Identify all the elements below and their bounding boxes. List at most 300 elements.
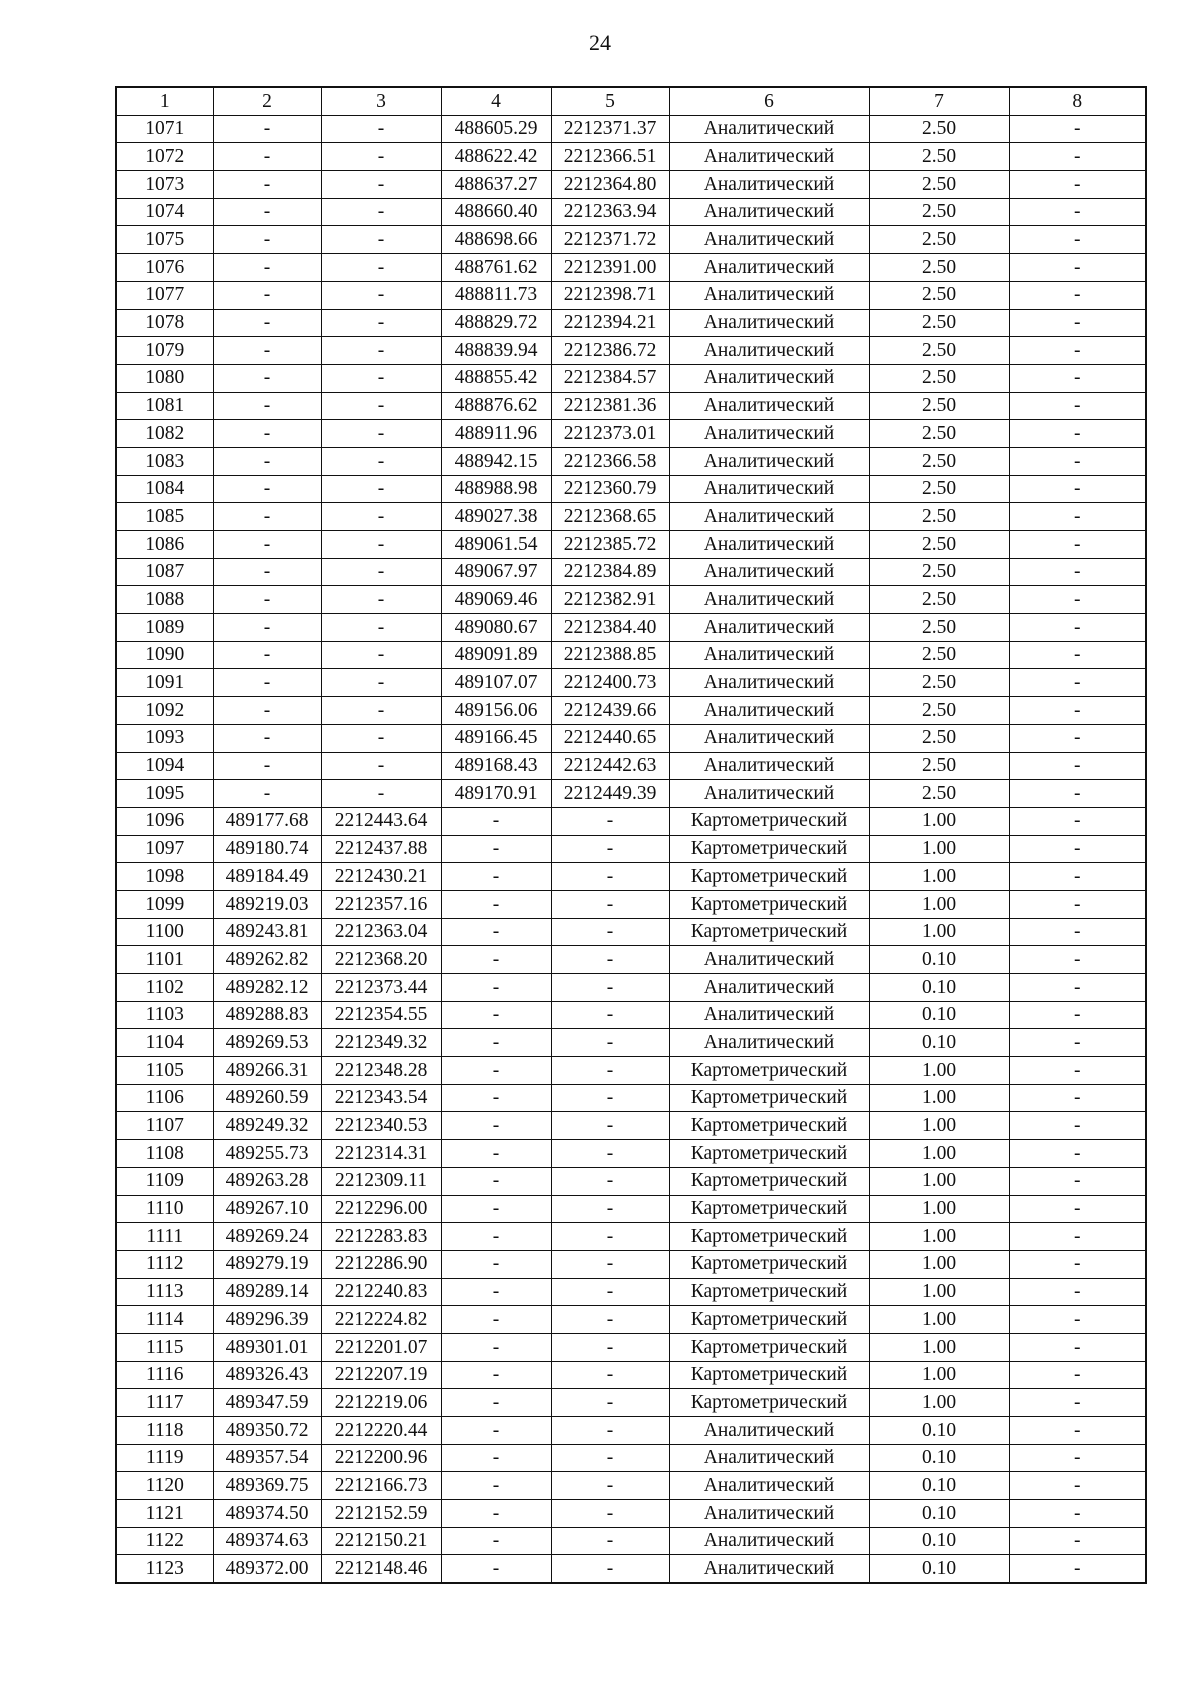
- table-cell: -: [551, 807, 669, 835]
- table-row: [116, 918, 1146, 946]
- table-cell: 2.50: [869, 614, 1009, 642]
- table-cell: 0.10: [869, 1444, 1009, 1472]
- table-cell: -: [1009, 1001, 1146, 1029]
- table-cell: 1099: [116, 890, 213, 918]
- table-cell: -: [1009, 946, 1146, 974]
- table-cell: 488911.96: [441, 420, 551, 448]
- table-cell: 2212384.57: [551, 364, 669, 392]
- page-number: 24: [589, 30, 611, 55]
- table-cell: -: [1009, 1223, 1146, 1251]
- table-cell: 2.50: [869, 697, 1009, 725]
- table-cell: -: [1009, 586, 1146, 614]
- table-cell: 1.00: [869, 1140, 1009, 1168]
- table-cell: Картометрический: [669, 1250, 869, 1278]
- table-cell: 489266.31: [213, 1057, 321, 1085]
- table-cell: -: [1009, 309, 1146, 337]
- table-cell: 2212371.37: [551, 115, 669, 143]
- table-cell: 488605.29: [441, 115, 551, 143]
- table-cell: 2.50: [869, 281, 1009, 309]
- table-cell: 2212357.16: [321, 890, 441, 918]
- table-cell: -: [1009, 780, 1146, 808]
- table-cell: Аналитический: [669, 697, 869, 725]
- table-cell: Аналитический: [669, 447, 869, 475]
- table-cell: 2212283.83: [321, 1223, 441, 1251]
- table-cell: -: [1009, 1250, 1146, 1278]
- table-cell: 0.10: [869, 1417, 1009, 1445]
- table-cell: Картометрический: [669, 863, 869, 891]
- table-cell: -: [441, 974, 551, 1002]
- table-cell: -: [1009, 364, 1146, 392]
- table-row: [116, 1250, 1146, 1278]
- table-cell: 2212286.90: [321, 1250, 441, 1278]
- table-cell: -: [213, 558, 321, 586]
- table-cell: 2.50: [869, 143, 1009, 171]
- table-cell: 1104: [116, 1029, 213, 1057]
- table-cell: 489219.03: [213, 890, 321, 918]
- table-cell: 2212381.36: [551, 392, 669, 420]
- table-cell: -: [321, 254, 441, 282]
- column-header-5: 5: [551, 87, 669, 115]
- table-cell: -: [1009, 171, 1146, 199]
- table-cell: Аналитический: [669, 1555, 869, 1583]
- table-cell: -: [441, 1527, 551, 1555]
- table-cell: -: [1009, 475, 1146, 503]
- column-header-7: 7: [869, 87, 1009, 115]
- table-cell: 2212201.07: [321, 1333, 441, 1361]
- table-cell: -: [441, 1195, 551, 1223]
- table-cell: -: [551, 1500, 669, 1528]
- table-row: [116, 586, 1146, 614]
- table-cell: Картометрический: [669, 1112, 869, 1140]
- table-cell: 2212368.20: [321, 946, 441, 974]
- table-cell: -: [213, 198, 321, 226]
- table-cell: Картометрический: [669, 1361, 869, 1389]
- table-cell: -: [441, 1029, 551, 1057]
- table-cell: 1078: [116, 309, 213, 337]
- table-row: [116, 697, 1146, 725]
- table-cell: Аналитический: [669, 1029, 869, 1057]
- table-cell: 488637.27: [441, 171, 551, 199]
- table-cell: 2.50: [869, 586, 1009, 614]
- table-cell: 2.50: [869, 447, 1009, 475]
- table-cell: -: [1009, 752, 1146, 780]
- table-row: [116, 1417, 1146, 1445]
- table-cell: -: [551, 1472, 669, 1500]
- table-cell: -: [551, 1140, 669, 1168]
- table-cell: 2.50: [869, 558, 1009, 586]
- table-cell: -: [1009, 641, 1146, 669]
- table-cell: 0.10: [869, 1001, 1009, 1029]
- table-cell: Аналитический: [669, 1472, 869, 1500]
- table-row: [116, 475, 1146, 503]
- table-cell: Аналитический: [669, 226, 869, 254]
- table-cell: 2.50: [869, 337, 1009, 365]
- table-cell: -: [213, 143, 321, 171]
- table-cell: 489289.14: [213, 1278, 321, 1306]
- table-cell: -: [321, 143, 441, 171]
- table-cell: 2212398.71: [551, 281, 669, 309]
- table-cell: 2212354.55: [321, 1001, 441, 1029]
- table-cell: Картометрический: [669, 918, 869, 946]
- table-cell: -: [551, 1389, 669, 1417]
- table-cell: -: [441, 1250, 551, 1278]
- table-cell: 2212384.89: [551, 558, 669, 586]
- table-cell: 489269.53: [213, 1029, 321, 1057]
- table-cell: 1076: [116, 254, 213, 282]
- table-cell: 488698.66: [441, 226, 551, 254]
- table-cell: 1116: [116, 1361, 213, 1389]
- table-row: [116, 614, 1146, 642]
- table-cell: 1084: [116, 475, 213, 503]
- table-cell: 489184.49: [213, 863, 321, 891]
- table-cell: 2212348.28: [321, 1057, 441, 1085]
- table-cell: 489107.07: [441, 669, 551, 697]
- table-cell: 489170.91: [441, 780, 551, 808]
- table-cell: -: [1009, 198, 1146, 226]
- table-cell: 1.00: [869, 835, 1009, 863]
- table-cell: -: [321, 697, 441, 725]
- table-cell: -: [1009, 1167, 1146, 1195]
- table-cell: 1.00: [869, 1084, 1009, 1112]
- table-cell: -: [551, 1417, 669, 1445]
- table-cell: Аналитический: [669, 420, 869, 448]
- table-cell: 2212385.72: [551, 531, 669, 559]
- table-cell: 2212364.80: [551, 171, 669, 199]
- table-cell: -: [1009, 115, 1146, 143]
- table-cell: -: [213, 281, 321, 309]
- table-cell: 2212166.73: [321, 1472, 441, 1500]
- table-cell: -: [441, 807, 551, 835]
- table-row: [116, 503, 1146, 531]
- table-row: [116, 863, 1146, 891]
- table-cell: 1081: [116, 392, 213, 420]
- table-cell: -: [321, 309, 441, 337]
- table-cell: 2212349.32: [321, 1029, 441, 1057]
- table-cell: 488855.42: [441, 364, 551, 392]
- table-cell: 489067.97: [441, 558, 551, 586]
- table-cell: Аналитический: [669, 614, 869, 642]
- table-cell: 1093: [116, 724, 213, 752]
- table-cell: 2.50: [869, 475, 1009, 503]
- table-row: [116, 1223, 1146, 1251]
- table-cell: -: [1009, 254, 1146, 282]
- table-cell: 2212430.21: [321, 863, 441, 891]
- table-cell: 489177.68: [213, 807, 321, 835]
- table-row: [116, 281, 1146, 309]
- column-header-1: 1: [116, 87, 213, 115]
- table-row: [116, 309, 1146, 337]
- table-cell: 2212443.64: [321, 807, 441, 835]
- table-cell: -: [321, 586, 441, 614]
- table-cell: 489369.75: [213, 1472, 321, 1500]
- table-cell: Аналитический: [669, 586, 869, 614]
- table-cell: -: [321, 447, 441, 475]
- table-cell: -: [321, 780, 441, 808]
- table-row: [116, 420, 1146, 448]
- table-cell: Аналитический: [669, 558, 869, 586]
- table-row: [116, 1333, 1146, 1361]
- table-cell: 1.00: [869, 1250, 1009, 1278]
- table-cell: -: [441, 1167, 551, 1195]
- table-cell: 1073: [116, 171, 213, 199]
- table-cell: -: [321, 392, 441, 420]
- table-row: [116, 364, 1146, 392]
- table-cell: 489069.46: [441, 586, 551, 614]
- table-cell: Аналитический: [669, 531, 869, 559]
- table-cell: 2212363.94: [551, 198, 669, 226]
- table-cell: 2.50: [869, 309, 1009, 337]
- table-cell: 1.00: [869, 1112, 1009, 1140]
- table-cell: -: [1009, 281, 1146, 309]
- table-cell: 1071: [116, 115, 213, 143]
- table-row: [116, 946, 1146, 974]
- table-cell: -: [213, 641, 321, 669]
- table-cell: 489357.54: [213, 1444, 321, 1472]
- table-cell: Аналитический: [669, 669, 869, 697]
- table-cell: -: [1009, 1555, 1146, 1583]
- table-cell: Картометрический: [669, 1278, 869, 1306]
- table-cell: -: [551, 1527, 669, 1555]
- table-cell: 1083: [116, 447, 213, 475]
- table-cell: 2.50: [869, 503, 1009, 531]
- table-cell: 488829.72: [441, 309, 551, 337]
- table-cell: 2.50: [869, 226, 1009, 254]
- table-cell: Аналитический: [669, 1001, 869, 1029]
- table-cell: -: [213, 447, 321, 475]
- table-cell: Аналитический: [669, 1500, 869, 1528]
- table-cell: 1074: [116, 198, 213, 226]
- table-cell: 489168.43: [441, 752, 551, 780]
- table-cell: 1114: [116, 1306, 213, 1334]
- table-row: [116, 780, 1146, 808]
- table-cell: Аналитический: [669, 198, 869, 226]
- table-cell: 2.50: [869, 420, 1009, 448]
- table-cell: -: [321, 171, 441, 199]
- table-cell: 2212360.79: [551, 475, 669, 503]
- table-cell: 1.00: [869, 1278, 1009, 1306]
- table-cell: -: [1009, 724, 1146, 752]
- table-cell: -: [1009, 226, 1146, 254]
- table-row: [116, 752, 1146, 780]
- table-cell: -: [551, 1195, 669, 1223]
- table-cell: -: [1009, 143, 1146, 171]
- table-cell: 1082: [116, 420, 213, 448]
- table-cell: -: [441, 1140, 551, 1168]
- table-cell: Картометрический: [669, 1195, 869, 1223]
- table-cell: -: [321, 669, 441, 697]
- table-cell: 1075: [116, 226, 213, 254]
- table-cell: 0.10: [869, 1472, 1009, 1500]
- table-cell: Аналитический: [669, 1417, 869, 1445]
- table-cell: Аналитический: [669, 475, 869, 503]
- table-cell: -: [213, 171, 321, 199]
- table-cell: -: [213, 531, 321, 559]
- table-cell: -: [551, 1250, 669, 1278]
- table-cell: 2212391.00: [551, 254, 669, 282]
- table-row: [116, 1195, 1146, 1223]
- table-cell: 1102: [116, 974, 213, 1002]
- table-cell: 2212388.85: [551, 641, 669, 669]
- table-cell: -: [551, 863, 669, 891]
- table-cell: -: [1009, 1195, 1146, 1223]
- table-header-row: [116, 87, 1146, 115]
- table-cell: 2212152.59: [321, 1500, 441, 1528]
- table-cell: -: [551, 1167, 669, 1195]
- table-row: [116, 1444, 1146, 1472]
- table-cell: 2212366.51: [551, 143, 669, 171]
- table-cell: -: [321, 503, 441, 531]
- table-cell: -: [441, 1306, 551, 1334]
- table-cell: -: [1009, 974, 1146, 1002]
- table-cell: 2.50: [869, 531, 1009, 559]
- table-cell: Аналитический: [669, 115, 869, 143]
- table-cell: -: [321, 614, 441, 642]
- table-cell: -: [1009, 1389, 1146, 1417]
- table-cell: -: [441, 1001, 551, 1029]
- table-row: [116, 226, 1146, 254]
- table-cell: -: [1009, 918, 1146, 946]
- table-cell: -: [213, 226, 321, 254]
- table-row: [116, 890, 1146, 918]
- table-cell: -: [551, 1555, 669, 1583]
- table-cell: 1096: [116, 807, 213, 835]
- table-cell: 1111: [116, 1223, 213, 1251]
- table-cell: 489350.72: [213, 1417, 321, 1445]
- table-cell: -: [1009, 1029, 1146, 1057]
- table-cell: 1109: [116, 1167, 213, 1195]
- table-row: [116, 337, 1146, 365]
- table-cell: 1.00: [869, 1195, 1009, 1223]
- table-cell: 1.00: [869, 863, 1009, 891]
- table-cell: 1090: [116, 641, 213, 669]
- table-cell: -: [321, 558, 441, 586]
- table-cell: -: [321, 420, 441, 448]
- table-cell: -: [551, 1306, 669, 1334]
- table-cell: 489166.45: [441, 724, 551, 752]
- table-cell: Аналитический: [669, 392, 869, 420]
- table-cell: 1097: [116, 835, 213, 863]
- table-cell: 1.00: [869, 890, 1009, 918]
- table-cell: -: [441, 1084, 551, 1112]
- table-cell: 1121: [116, 1500, 213, 1528]
- table-row: [116, 835, 1146, 863]
- table-cell: -: [551, 1001, 669, 1029]
- table-cell: -: [1009, 863, 1146, 891]
- table-cell: Аналитический: [669, 171, 869, 199]
- table-cell: -: [1009, 1527, 1146, 1555]
- table-cell: 488811.73: [441, 281, 551, 309]
- table-cell: 1092: [116, 697, 213, 725]
- table-cell: -: [441, 1417, 551, 1445]
- table-cell: 489301.01: [213, 1333, 321, 1361]
- table-cell: 489326.43: [213, 1361, 321, 1389]
- table-cell: -: [441, 946, 551, 974]
- table-cell: -: [551, 1278, 669, 1306]
- table-cell: -: [551, 1361, 669, 1389]
- table-cell: 1.00: [869, 1361, 1009, 1389]
- table-cell: -: [321, 337, 441, 365]
- table-cell: 1101: [116, 946, 213, 974]
- table-cell: 2212220.44: [321, 1417, 441, 1445]
- table-cell: 1095: [116, 780, 213, 808]
- table-cell: 1.00: [869, 918, 1009, 946]
- table-cell: -: [551, 1223, 669, 1251]
- table-cell: 489288.83: [213, 1001, 321, 1029]
- table-cell: Аналитический: [669, 1527, 869, 1555]
- table-row: [116, 724, 1146, 752]
- table-cell: -: [1009, 1140, 1146, 1168]
- table-cell: Аналитический: [669, 641, 869, 669]
- table-cell: -: [321, 724, 441, 752]
- table-cell: Картометрический: [669, 1223, 869, 1251]
- table-row: [116, 392, 1146, 420]
- table-row: [116, 115, 1146, 143]
- table-cell: 1089: [116, 614, 213, 642]
- table-cell: -: [441, 1500, 551, 1528]
- table-cell: -: [551, 946, 669, 974]
- table-cell: 489267.10: [213, 1195, 321, 1223]
- table-cell: -: [441, 1389, 551, 1417]
- table-row: [116, 198, 1146, 226]
- table-cell: 2.50: [869, 780, 1009, 808]
- column-header-2: 2: [213, 87, 321, 115]
- table-cell: 2212371.72: [551, 226, 669, 254]
- table-cell: 2212437.88: [321, 835, 441, 863]
- table-cell: Аналитический: [669, 752, 869, 780]
- table-cell: 1.00: [869, 807, 1009, 835]
- table-cell: 1103: [116, 1001, 213, 1029]
- table-cell: -: [1009, 1278, 1146, 1306]
- table-row: [116, 1167, 1146, 1195]
- table-cell: 1119: [116, 1444, 213, 1472]
- table-cell: 2212148.46: [321, 1555, 441, 1583]
- table-cell: 1112: [116, 1250, 213, 1278]
- table-cell: 489372.00: [213, 1555, 321, 1583]
- table-cell: 2212386.72: [551, 337, 669, 365]
- table-cell: Аналитический: [669, 364, 869, 392]
- table-cell: -: [213, 337, 321, 365]
- table-cell: -: [1009, 614, 1146, 642]
- table-cell: 2.50: [869, 254, 1009, 282]
- table-cell: -: [551, 1112, 669, 1140]
- table-cell: 489279.19: [213, 1250, 321, 1278]
- table-cell: -: [551, 1333, 669, 1361]
- table-cell: Аналитический: [669, 724, 869, 752]
- table-cell: 2212382.91: [551, 586, 669, 614]
- table-row: [116, 1057, 1146, 1085]
- table-cell: 489269.24: [213, 1223, 321, 1251]
- table-cell: 1.00: [869, 1167, 1009, 1195]
- table-row: [116, 143, 1146, 171]
- table-cell: 1080: [116, 364, 213, 392]
- table-cell: 2.50: [869, 115, 1009, 143]
- table-cell: 1098: [116, 863, 213, 891]
- table-cell: Аналитический: [669, 309, 869, 337]
- table-cell: 1091: [116, 669, 213, 697]
- table-cell: -: [213, 586, 321, 614]
- table-cell: 489260.59: [213, 1084, 321, 1112]
- table-row: [116, 558, 1146, 586]
- table-cell: -: [213, 503, 321, 531]
- table-cell: -: [321, 115, 441, 143]
- table-row: [116, 641, 1146, 669]
- table-cell: 2212219.06: [321, 1389, 441, 1417]
- table-cell: 2.50: [869, 669, 1009, 697]
- table-cell: 1086: [116, 531, 213, 559]
- table-cell: -: [1009, 1500, 1146, 1528]
- table-cell: -: [441, 1223, 551, 1251]
- table-cell: 2212400.73: [551, 669, 669, 697]
